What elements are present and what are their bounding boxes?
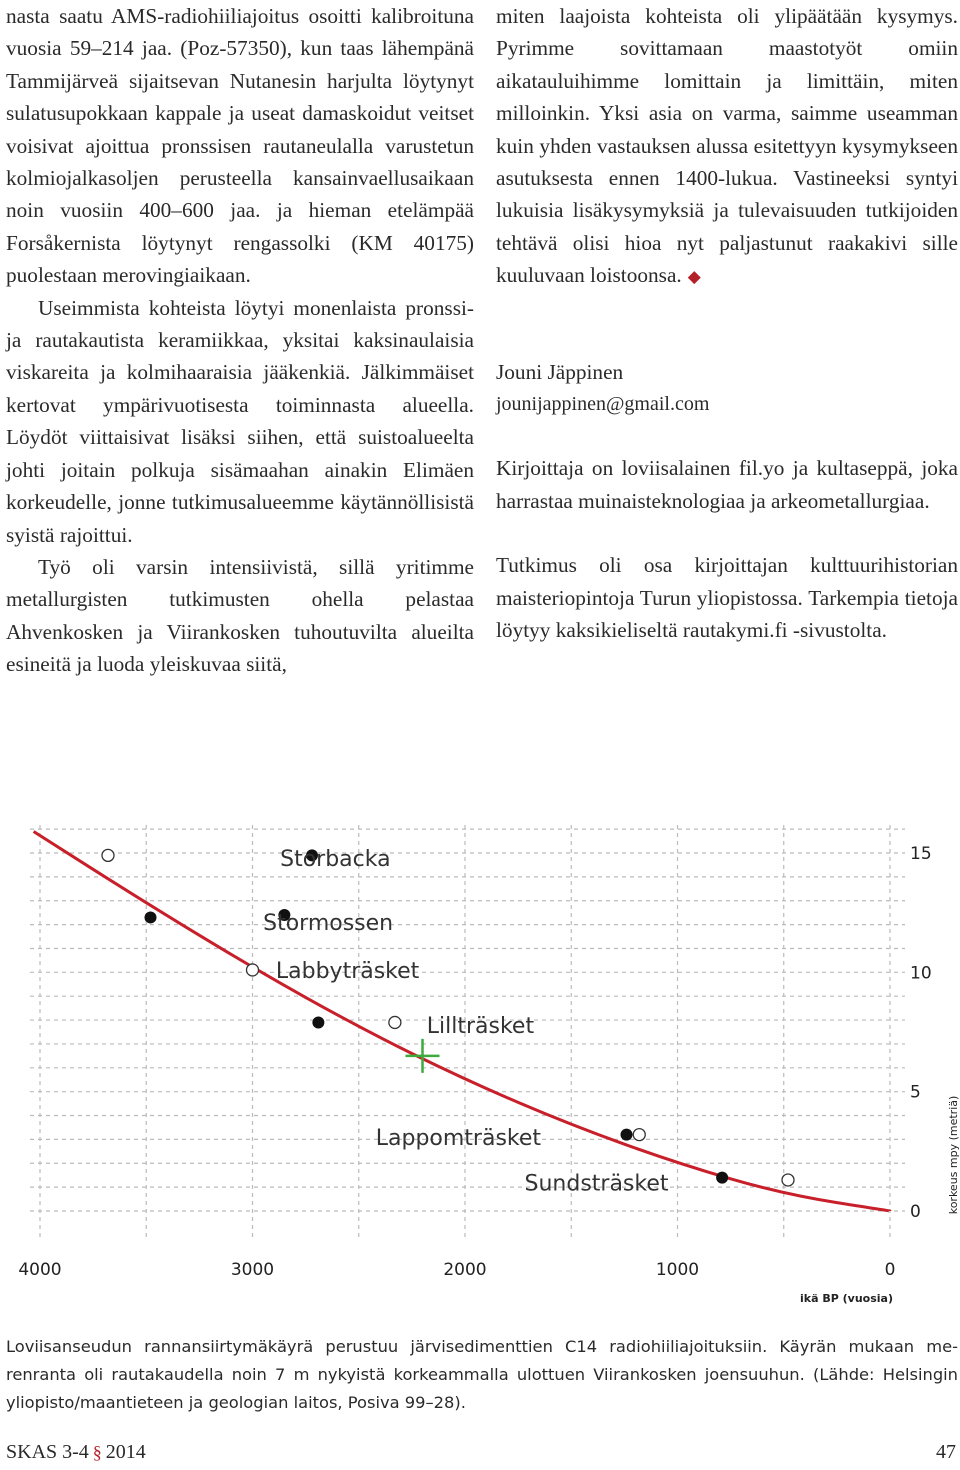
chart-svg — [0, 800, 960, 1320]
research-note: Tutkimus oli osa kirjoittajan kulttuurihistorian maisteriopintoja Turun yliopistossa. Tarkempia tietoja löytyy kaksikieliseltä rautakymi.fi -sivustolta. — [496, 553, 958, 643]
x-tick-label: 1000 — [655, 1260, 700, 1280]
y-axis-title: korkeus mpy (metriä) — [947, 1095, 960, 1215]
y-tick-label: 10 — [910, 963, 932, 984]
left-column — [6, 0, 474, 681]
author-bio: Kirjoittaja on loviisalainen fil.yo ja kultaseppä, joka harrastaa muinaisteknologiaa ja arkeometallurgiaa. — [496, 456, 958, 513]
paragraph-2: Useimmista kohteista löytyi monenlaista pronssi- ja rautakautista keramiikkaa, yksitai kaksinaulaisia viskareita ja kolmihaaraisia jääkenkiä. Jälkimmäiset kertovat ympärivuotisesta toiminnasta alueella. Löydöt viittaisivat lisäksi siihen, että suistoalueelta johti joitain polkuja sisämaahan ainakin Elimäen korkeudelle, jonne tutkimusalueemme käytännöllisistä syistä rajoittui. — [6, 295, 474, 547]
figure-caption — [6, 1333, 958, 1417]
data-point-filled — [621, 1129, 633, 1141]
journal-name: SKAS 3-4 — [6, 1441, 89, 1463]
journal-footer — [6, 1440, 146, 1464]
data-point-open — [633, 1129, 645, 1141]
paragraph-3: Työ oli varsin intensiivistä, sillä yritimme metallurgisten tutkimusten ohella pelastaa Ahvenkosken ja Viirankosken tuhoutuvilta alueilta esineitä ja luoda yleiskuvaa siitä, — [6, 554, 474, 677]
y-tick-label: 15 — [910, 844, 932, 864]
site-label: Storbacka — [280, 846, 391, 872]
x-axis-title: ikä BP (vuosia) — [800, 1292, 893, 1305]
paragraph-continued-text: miten laajoista kohteista oli ylipäätään kysymys. Pyrimme sovittamaan maastotyöt omiin aikatauluihimme lomittain ja limittäin, miten milloinkin. Yksi asia on varma, saimme useamman kuin yhden vastauksen alussa esitettyyn kysymykseen asutuksesta ennen 1400-lukua. Vastineeksi syntyi lukuisia lisäkysymyksiä ja tulevaisuuden tutkijoiden tehtävä olisi hioa nyt paljastunut raakakivi sille kuuluvaan loistoonsa. — [496, 4, 958, 288]
author-email[interactable]: jounijappinen@gmail.com — [496, 393, 710, 416]
journal-logo-icon: § — [92, 1442, 102, 1462]
end-diamond-icon: ◆ — [687, 267, 701, 287]
paragraph-1: nasta saatu AMS-radiohiiliajoitus osoitti kalibroituna vuosia 59–214 jaa. (Poz-57350), kun taas lähempänä Tammijärveä sijaitsevan Nutanesin harjulta löytynyt sulatusupokkaan kappale ja useat damaskoidut veitset voisivat ajoittua pronssisen rautaneulalla varustetun kolmiojalkasoljen perusteella kansainvaellusaikaan noin vuosiin 400–600 jaa. ja hieman etelämpää Forsåkernista löytynyt rengassolki (KM 40175) puolestaan merovingiaikaan. — [6, 4, 474, 288]
caption-text: Loviisanseudun rannansiirtymäkäyrä perustuu järvisedimenttien C14 radiohiiliajoituksiin. Käyrän mukaan merenranta oli rautakaudella noin 7 m nykyistä korkeammalla ulottuen Viirankosken joensuuhun. (Lähde: Helsingin yliopisto/maantieteen ja geologian laitos, Posiva 99–28). — [6, 1337, 958, 1412]
data-point-filled — [145, 911, 157, 923]
data-point-filled — [716, 1172, 728, 1184]
author-name: Jouni Jäppinen — [496, 359, 624, 384]
paragraph-continued — [496, 0, 958, 294]
site-label: Labbyträsket — [275, 958, 420, 984]
x-tick-label: 3000 — [230, 1260, 275, 1280]
x-tick-label: 4000 — [18, 1260, 62, 1280]
data-point-open — [782, 1174, 794, 1186]
data-point-open — [102, 849, 114, 861]
shore-displacement-chart — [0, 800, 960, 1320]
x-tick-label: 2000 — [443, 1260, 487, 1280]
x-tick-label: 0 — [884, 1260, 896, 1280]
site-label: Lappomträsket — [375, 1126, 542, 1152]
page-number: 47 — [936, 1441, 956, 1463]
y-tick-label: 0 — [910, 1202, 921, 1222]
journal-year: 2014 — [105, 1441, 146, 1463]
right-column — [496, 0, 958, 647]
site-label: Sundsträsket — [524, 1171, 669, 1197]
data-point-open — [389, 1016, 401, 1028]
site-label: Lillträsket — [426, 1013, 535, 1039]
data-point-filled — [312, 1016, 324, 1028]
y-tick-label: 5 — [910, 1082, 921, 1103]
site-label: Stormossen — [263, 911, 394, 937]
data-point-open — [247, 964, 259, 976]
